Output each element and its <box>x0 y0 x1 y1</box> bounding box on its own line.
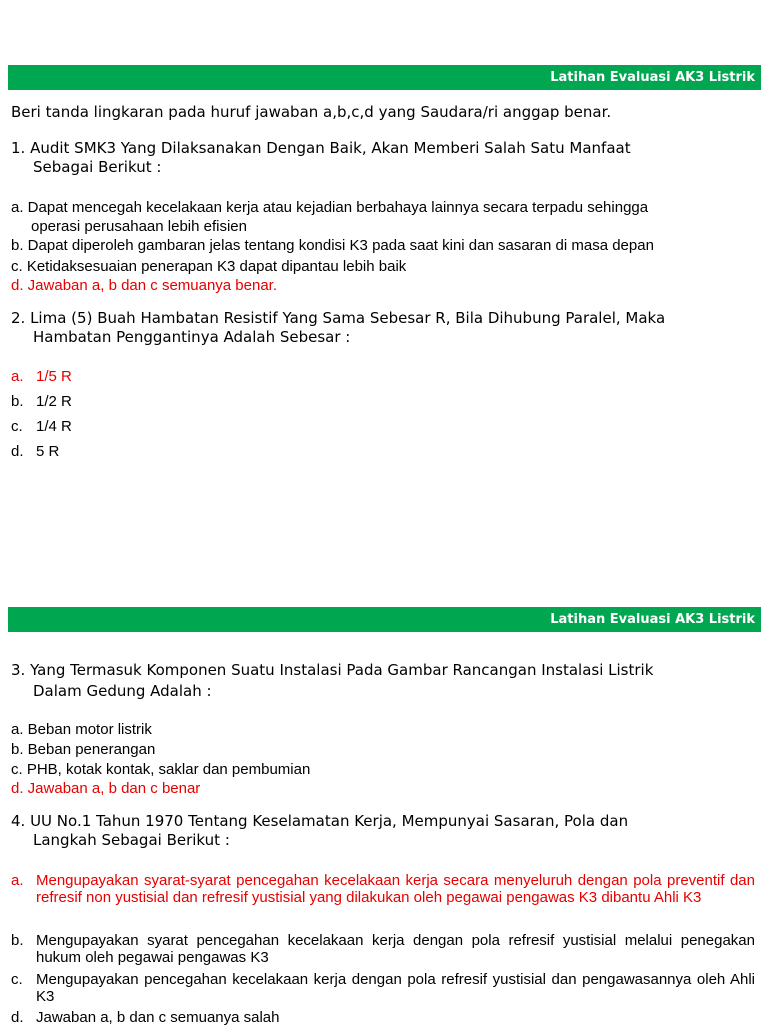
header-bar-2 <box>8 607 761 632</box>
instruction-text: Beri tanda lingkaran pada huruf jawaban a,b,c,d yang Saudara/ri anggap benar. <box>11 103 612 121</box>
header-bar-1 <box>8 65 761 90</box>
q1-option-c[interactable]: c. Ketidaksesuaian penerapan K3 dapat dipantau lebih baik <box>11 258 407 275</box>
q4-option-c[interactable]: c. Mengupayakan pencegahan kecelakaan kerja dengan pola refresif yustisial dan pengawasannya oleh Ahli K3 <box>11 971 755 1005</box>
question-3: 3. Yang Termasuk Komponen Suatu Instalasi Pada Gambar Rancangan Instalasi Listrik Dalam Gedung Adalah : <box>11 661 654 700</box>
q4-option-a[interactable]: a. Mengupayakan syarat-syarat pencegahan kecelakaan kerja secara menyeluruh dengan pola preventif dan refresif non yustisial dan refresif yustisial yang dilakukan oleh pegawai pengawas K3 dibantu Ahli K3 <box>11 872 755 906</box>
q3-option-c[interactable]: c. PHB, kotak kontak, saklar dan pembumian <box>11 761 311 778</box>
q1-option-b[interactable]: b. Dapat diperoleh gambaran jelas tentang kondisi K3 pada saat kini dan sasaran di masa depan <box>11 237 654 254</box>
q2-option-c[interactable]: c. 1/4 R <box>11 418 72 435</box>
q2-option-d[interactable]: d. 5 R <box>11 443 60 460</box>
q1-option-a[interactable]: a. Dapat mencegah kecelakaan kerja atau kejadian berbahaya lainnya secara terpadu sehingga operasi perusahaan lebih efisien <box>11 199 649 235</box>
q3-option-d[interactable]: d. Jawaban a, b dan c benar <box>11 780 201 797</box>
q4-option-d[interactable]: d. Jawaban a, b dan c semuanya salah <box>11 1009 280 1026</box>
question-1: 1. Audit SMK3 Yang Dilaksanakan Dengan Baik, Akan Memberi Salah Satu Manfaat Sebagai Berikut : <box>11 139 631 176</box>
q2-option-b[interactable]: b. 1/2 R <box>11 393 72 410</box>
q3-option-a[interactable]: a. Beban motor listrik <box>11 721 152 738</box>
q3-option-b[interactable]: b. Beban penerangan <box>11 741 156 758</box>
question-2: 2. Lima (5) Buah Hambatan Resistif Yang Sama Sebesar R, Bila Dihubung Paralel, Maka Hambatan Penggantinya Adalah Sebesar : <box>11 309 666 346</box>
q1-option-d[interactable]: d. Jawaban a, b dan c semuanya benar. <box>11 277 278 294</box>
header-title: Latihan Evaluasi AK3 Listrik <box>550 612 755 627</box>
question-4: 4. UU No.1 Tahun 1970 Tentang Keselamatan Kerja, Mempunyai Sasaran, Pola dan Langkah Sebagai Berikut : <box>11 812 629 849</box>
q2-option-a[interactable]: a. 1/5 R <box>11 368 72 385</box>
q4-option-b[interactable]: b. Mengupayakan syarat pencegahan kecelakaan kerja dengan pola refresif yustisial melalui penegakan hukum oleh pegawai pengawas K3 <box>11 932 755 966</box>
header-title: Latihan Evaluasi AK3 Listrik <box>550 70 755 85</box>
